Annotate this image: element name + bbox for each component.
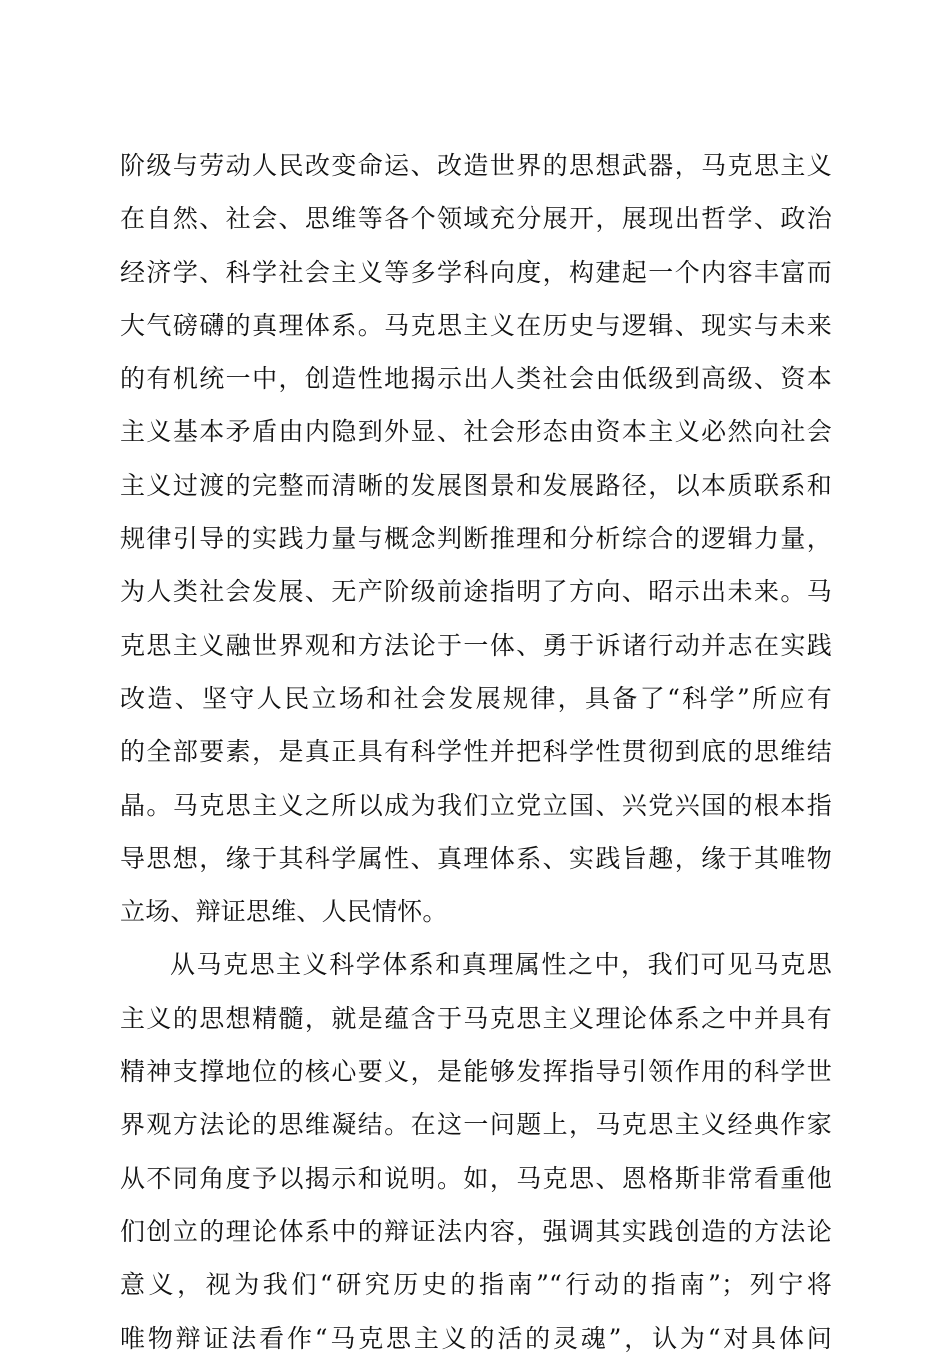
text-line: 立场、辩证思维、人民情怀。 [120, 897, 448, 927]
text-line: 规律引导的实践力量与概念判断推理和分析综合的逻辑力量， [120, 524, 832, 554]
text-line: 的全部要素，是真正具有科学性并把科学性贯彻到底的思维结 [120, 737, 832, 767]
text-line: 意义，视为我们“研究历史的指南”“行动的指南”；列宁将 [120, 1270, 832, 1300]
text-line: 从马克思主义科学体系和真理属性之中，我们可见马克思 [170, 950, 832, 980]
body-text [120, 139, 832, 1365]
text-line: 主义基本矛盾由内隐到外显、社会形态由资本主义必然向社会 [120, 417, 832, 447]
text-line: 克思主义融世界观和方法论于一体、勇于诉诸行动并志在实践 [120, 630, 832, 660]
text-line: 在自然、社会、思维等各个领域充分展开，展现出哲学、政治 [120, 204, 832, 234]
paragraph-2 [120, 938, 832, 1364]
text-line: 精神支撑地位的核心要义，是能够发挥指导引领作用的科学世 [120, 1057, 832, 1087]
text-line: 经济学、科学社会主义等多学科向度，构建起一个内容丰富而 [120, 257, 832, 287]
text-line: 们创立的理论体系中的辩证法内容，强调其实践创造的方法论 [120, 1216, 832, 1246]
text-line: 为人类社会发展、无产阶级前途指明了方向、昭示出未来。马 [120, 577, 832, 607]
paragraph-1 [120, 139, 832, 938]
text-line: 界观方法论的思维凝结。在这一问题上，马克思主义经典作家 [120, 1110, 832, 1140]
text-line: 主义过渡的完整而清晰的发展图景和发展路径，以本质联系和 [120, 470, 832, 500]
text-line: 导思想，缘于其科学属性、真理体系、实践旨趣，缘于其唯物 [120, 843, 832, 873]
text-line: 从不同角度予以揭示和说明。如，马克思、恩格斯非常看重他 [120, 1163, 832, 1193]
text-line: 大气磅礴的真理体系。马克思主义在历史与逻辑、现实与未来 [120, 310, 832, 340]
text-line: 唯物辩证法看作“马克思主义的活的灵魂”，认为“对具体问 [120, 1323, 832, 1353]
text-line: 改造、坚守人民立场和社会发展规律，具备了“科学”所应有 [120, 683, 832, 713]
text-line: 阶级与劳动人民改变命运、改造世界的思想武器，马克思主义 [120, 151, 832, 180]
text-line: 主义的思想精髓，就是蕴含于马克思主义理论体系之中并具有 [120, 1003, 832, 1033]
text-line: 晶。马克思主义之所以成为我们立党立国、兴党兴国的根本指 [120, 790, 832, 820]
text-line: 的有机统一中，创造性地揭示出人类社会由低级到高级、资本 [120, 364, 832, 394]
